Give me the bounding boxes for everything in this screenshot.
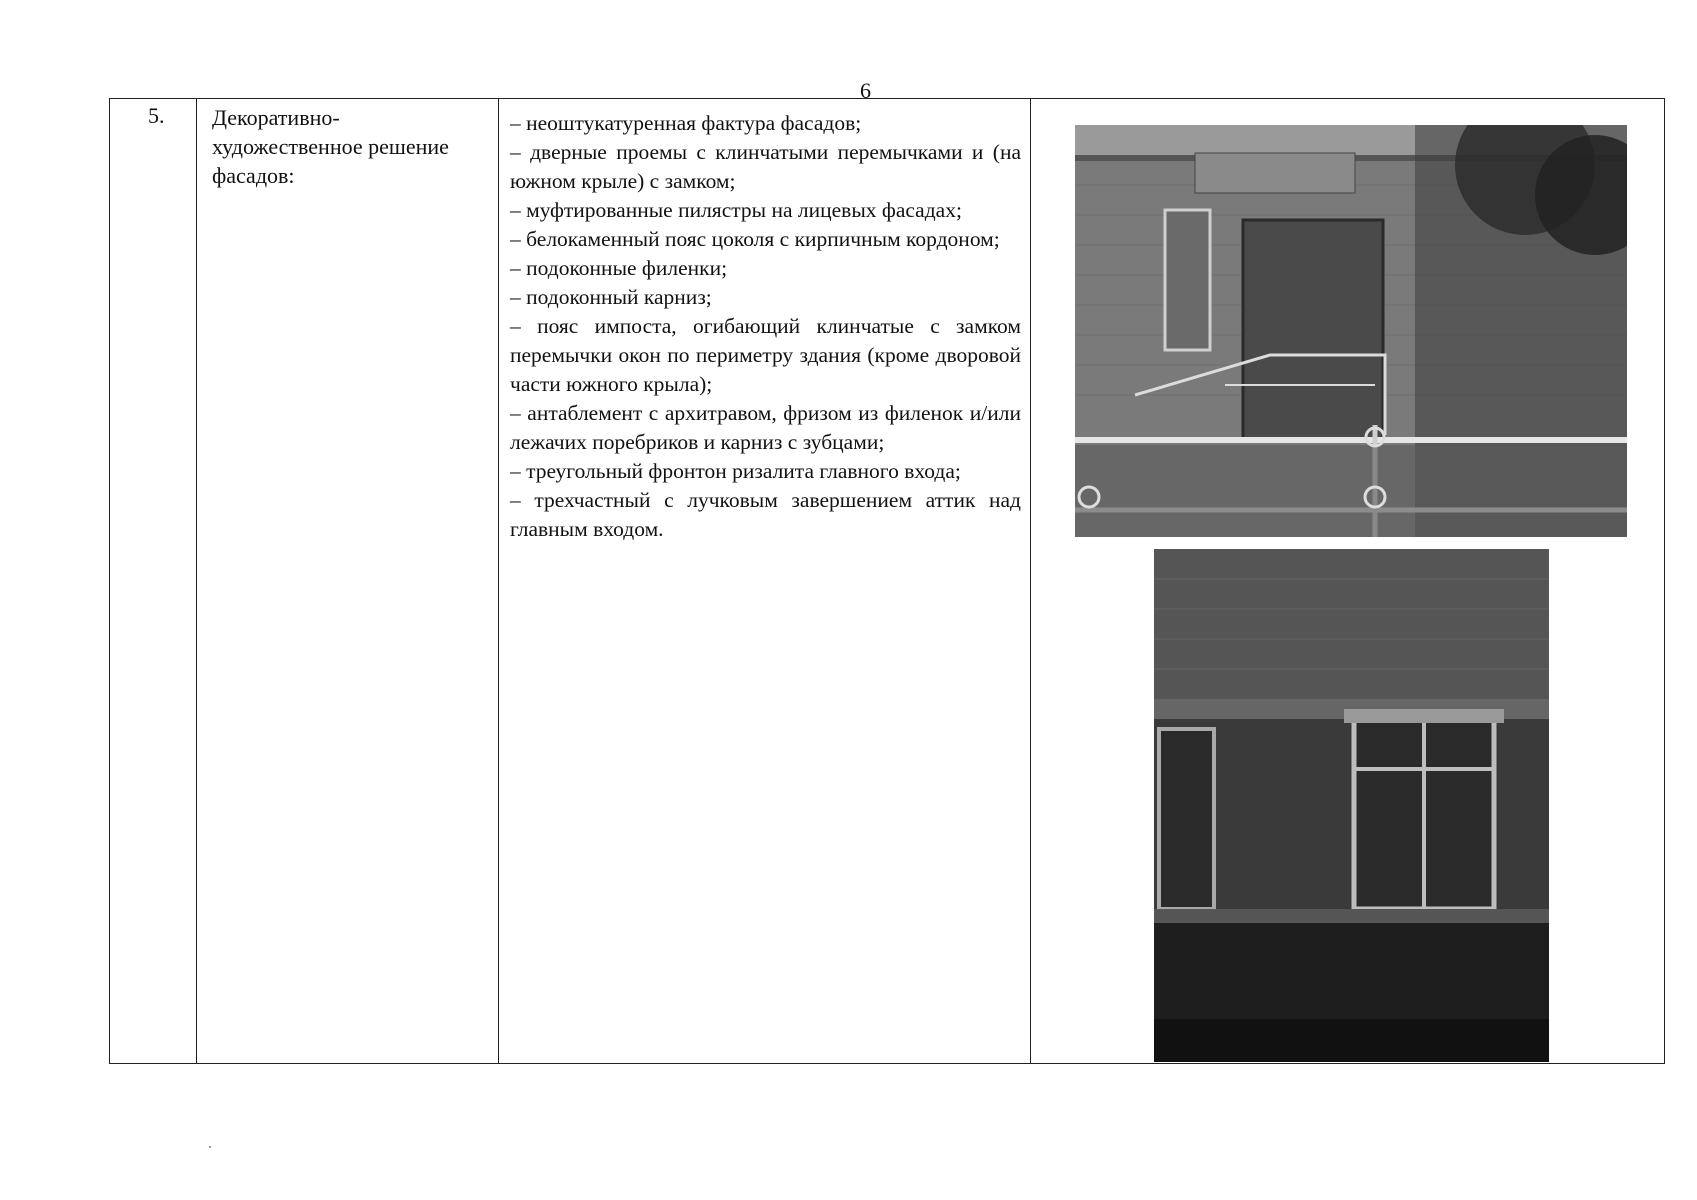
list-item: – пояс импоста, огибающий клинчатые с замком перемычки окон по периметру здания (кроме дворовой части южного крыла); — [510, 314, 1021, 396]
list-item: – неоштукатуренная фактура фасадов; — [510, 111, 862, 135]
list-item: – подоконные филенки; — [510, 256, 728, 280]
table-row — [109, 98, 1665, 1064]
list-item: – подоконный карниз; — [510, 285, 712, 309]
facade-door-photo — [1075, 125, 1627, 537]
list-item: – муфтированные пилястры на лицевых фасадах; — [510, 198, 962, 222]
page-number: 6 — [860, 78, 871, 103]
facade-window-photo — [1154, 549, 1549, 1062]
scan-speck — [209, 1146, 211, 1148]
column-divider — [498, 99, 499, 1063]
column-divider — [1030, 99, 1031, 1063]
column-divider — [196, 99, 197, 1063]
row-number: 5. — [148, 103, 165, 128]
list-item: – треугольный фронтон ризалита главного входа; — [510, 459, 961, 483]
list-item: – антаблемент с архитравом, фризом из филенок и/или лежачих поребриков и карниз с зубцами; — [510, 401, 1021, 454]
list-item: – трехчастный с лучковым завершением аттик над главным входом. — [510, 488, 1021, 541]
list-item: – белокаменный пояс цоколя с кирпичным кордоном; — [510, 227, 1000, 251]
list-item: – дверные проемы с клинчатыми перемычками и (на южном крыле) с замком; — [510, 140, 1021, 193]
feature-list — [510, 109, 1021, 544]
row-title: Декоративно-художественное решение фасадов: — [212, 105, 449, 188]
